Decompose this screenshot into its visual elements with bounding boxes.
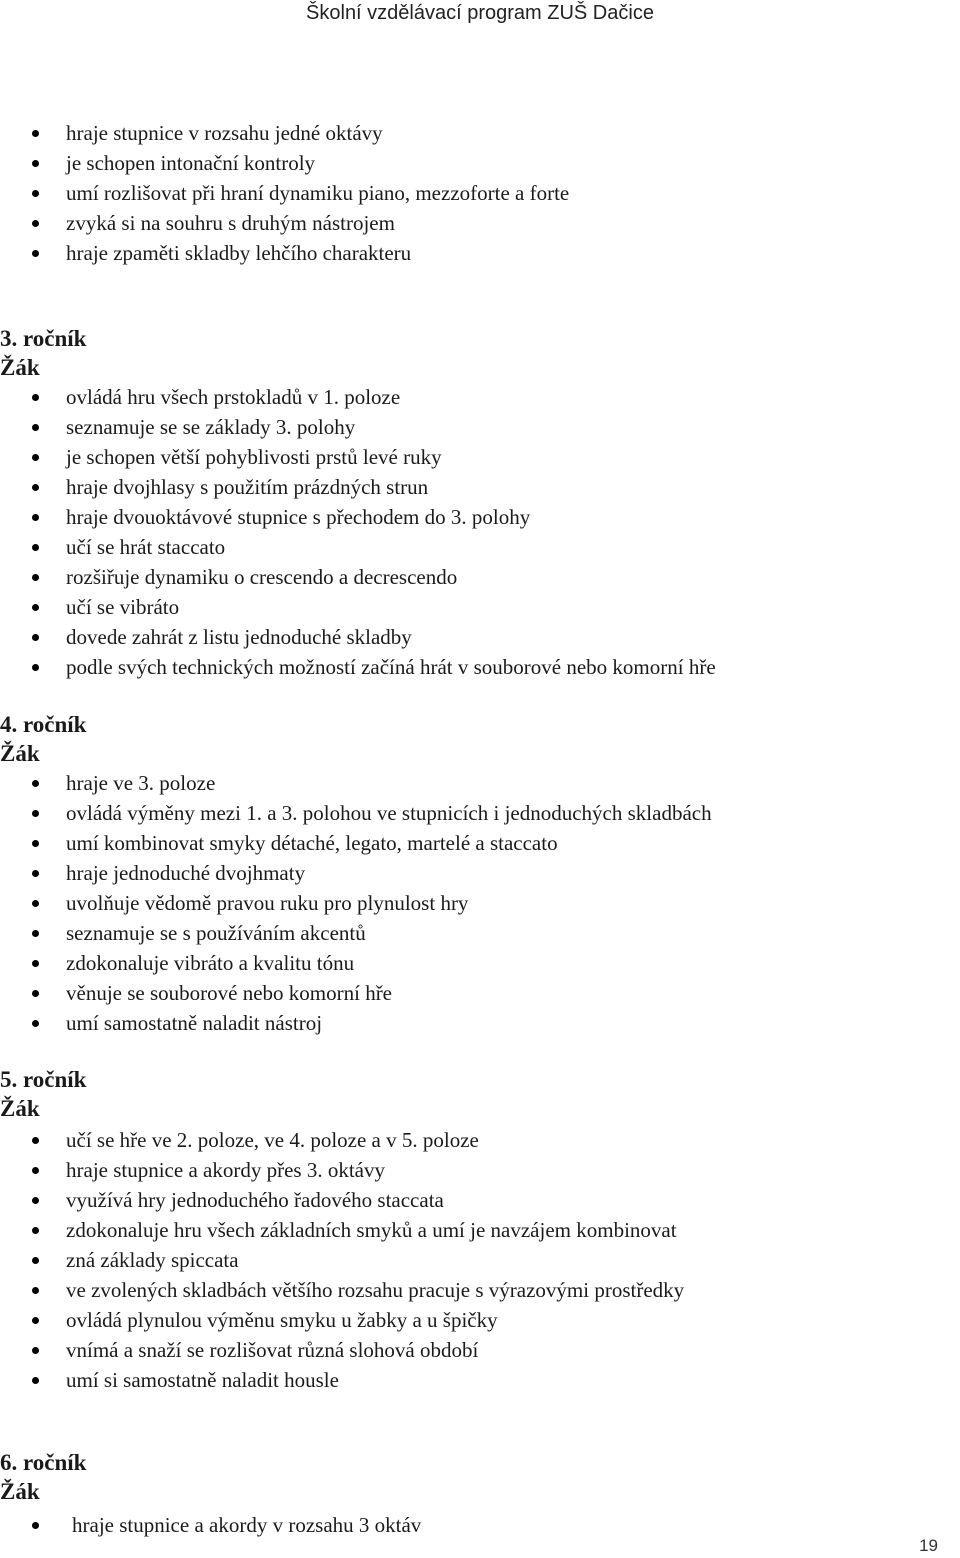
bullet-icon <box>32 250 39 257</box>
list-item: zdokonaluje hru všech základních smyků a umí je navzájem kombinovat <box>0 1215 940 1245</box>
section-3rd-year <box>0 324 940 682</box>
list-item: rozšiřuje dynamiku o crescendo a decrescendo <box>0 562 940 592</box>
list-item: podle svých technických možností začíná hrát v souborové nebo komorní hře <box>0 652 940 682</box>
bullet-icon <box>32 1197 39 1204</box>
bullet-icon <box>32 160 39 167</box>
section-title: 4. ročník <box>0 712 87 737</box>
bullet-icon <box>32 900 39 907</box>
bullet-icon <box>32 1257 39 1264</box>
page-header: Školní vzdělávací program ZUŠ Dačice <box>306 2 654 24</box>
section-subtitle: Žák <box>0 741 40 766</box>
list-item: seznamuje se se základy 3. polohy <box>0 412 940 442</box>
section-6th-year <box>0 1448 940 1540</box>
section-subtitle: Žák <box>0 1096 40 1121</box>
page-number: 19 <box>919 1536 938 1555</box>
list-item: hraje zpaměti skladby lehčího charakteru <box>0 238 940 268</box>
skills-list <box>0 382 940 682</box>
bullet-icon <box>32 780 39 787</box>
list-item: ovládá výměny mezi 1. a 3. polohou ve stupnicích i jednoduchých skladbách <box>0 798 940 828</box>
list-item: vnímá a snaží se rozlišovat různá slohová období <box>0 1335 940 1365</box>
bullet-icon <box>32 394 39 401</box>
bullet-icon <box>32 220 39 227</box>
bullet-icon <box>32 454 39 461</box>
section-title: 3. ročník <box>0 326 87 351</box>
bullet-icon <box>32 1522 39 1529</box>
list-item: hraje stupnice a akordy v rozsahu 3 oktáv <box>0 1510 940 1540</box>
bullet-icon <box>32 424 39 431</box>
skills-list <box>0 768 940 1038</box>
bullet-icon <box>32 484 39 491</box>
section-subtitle: Žák <box>0 1479 40 1504</box>
bullet-icon <box>32 544 39 551</box>
bullet-icon <box>32 1317 39 1324</box>
bullet-icon <box>32 1287 39 1294</box>
list-item: učí se hrát staccato <box>0 532 940 562</box>
bullet-icon <box>32 1167 39 1174</box>
bullet-icon <box>32 130 39 137</box>
list-item: uvolňuje vědomě pravou ruku pro plynulost hry <box>0 888 940 918</box>
list-item: ve zvolených skladbách většího rozsahu pracuje s výrazovými prostředky <box>0 1275 940 1305</box>
section-2nd-year-continued <box>0 118 940 268</box>
list-item: dovede zahrát z listu jednoduché skladby <box>0 622 940 652</box>
list-item: je schopen větší pohyblivosti prstů levé ruky <box>0 442 940 472</box>
list-item: hraje dvouoktávové stupnice s přechodem do 3. polohy <box>0 502 940 532</box>
list-item: umí samostatně naladit nástroj <box>0 1008 940 1038</box>
bullet-icon <box>32 960 39 967</box>
list-item: umí rozlišovat při hraní dynamiku piano, mezzoforte a forte <box>0 178 940 208</box>
list-item: věnuje se souborové nebo komorní hře <box>0 978 940 1008</box>
bullet-icon <box>32 870 39 877</box>
list-item: zvyká si na souhru s druhým nástrojem <box>0 208 940 238</box>
list-item: zdokonaluje vibráto a kvalitu tónu <box>0 948 940 978</box>
list-item: umí si samostatně naladit housle <box>0 1365 940 1395</box>
list-item: umí kombinovat smyky détaché, legato, martelé a staccato <box>0 828 940 858</box>
bullet-icon <box>32 664 39 671</box>
bullet-icon <box>32 190 39 197</box>
bullet-icon <box>32 574 39 581</box>
list-item: ovládá hru všech prstokladů v 1. poloze <box>0 382 940 412</box>
skills-list <box>0 1510 940 1540</box>
list-item: je schopen intonační kontroly <box>0 148 940 178</box>
list-item: hraje stupnice a akordy přes 3. oktávy <box>0 1155 940 1185</box>
section-subtitle: Žák <box>0 355 40 380</box>
section-title: 5. ročník <box>0 1067 87 1092</box>
skills-list <box>0 118 940 268</box>
list-item: zná základy spiccata <box>0 1245 940 1275</box>
list-item: seznamuje se s používáním akcentů <box>0 918 940 948</box>
bullet-icon <box>32 1377 39 1384</box>
bullet-icon <box>32 634 39 641</box>
bullet-icon <box>32 604 39 611</box>
bullet-icon <box>32 930 39 937</box>
bullet-icon <box>32 1020 39 1027</box>
bullet-icon <box>32 1347 39 1354</box>
list-item: ovládá plynulou výměnu smyku u žabky a u špičky <box>0 1305 940 1335</box>
skills-list <box>0 1125 940 1395</box>
bullet-icon <box>32 514 39 521</box>
list-item: hraje jednoduché dvojhmaty <box>0 858 940 888</box>
list-item: hraje stupnice v rozsahu jedné oktávy <box>0 118 940 148</box>
section-4th-year <box>0 710 940 1038</box>
list-item: učí se hře ve 2. poloze, ve 4. poloze a v 5. poloze <box>0 1125 940 1155</box>
bullet-icon <box>32 840 39 847</box>
bullet-icon <box>32 810 39 817</box>
list-item: učí se vibráto <box>0 592 940 622</box>
section-5th-year <box>0 1065 940 1395</box>
list-item: hraje ve 3. poloze <box>0 768 940 798</box>
bullet-icon <box>32 1137 39 1144</box>
bullet-icon <box>32 990 39 997</box>
list-item: využívá hry jednoduchého řadového staccata <box>0 1185 940 1215</box>
list-item: hraje dvojhlasy s použitím prázdných strun <box>0 472 940 502</box>
bullet-icon <box>32 1227 39 1234</box>
section-title: 6. ročník <box>0 1450 87 1475</box>
